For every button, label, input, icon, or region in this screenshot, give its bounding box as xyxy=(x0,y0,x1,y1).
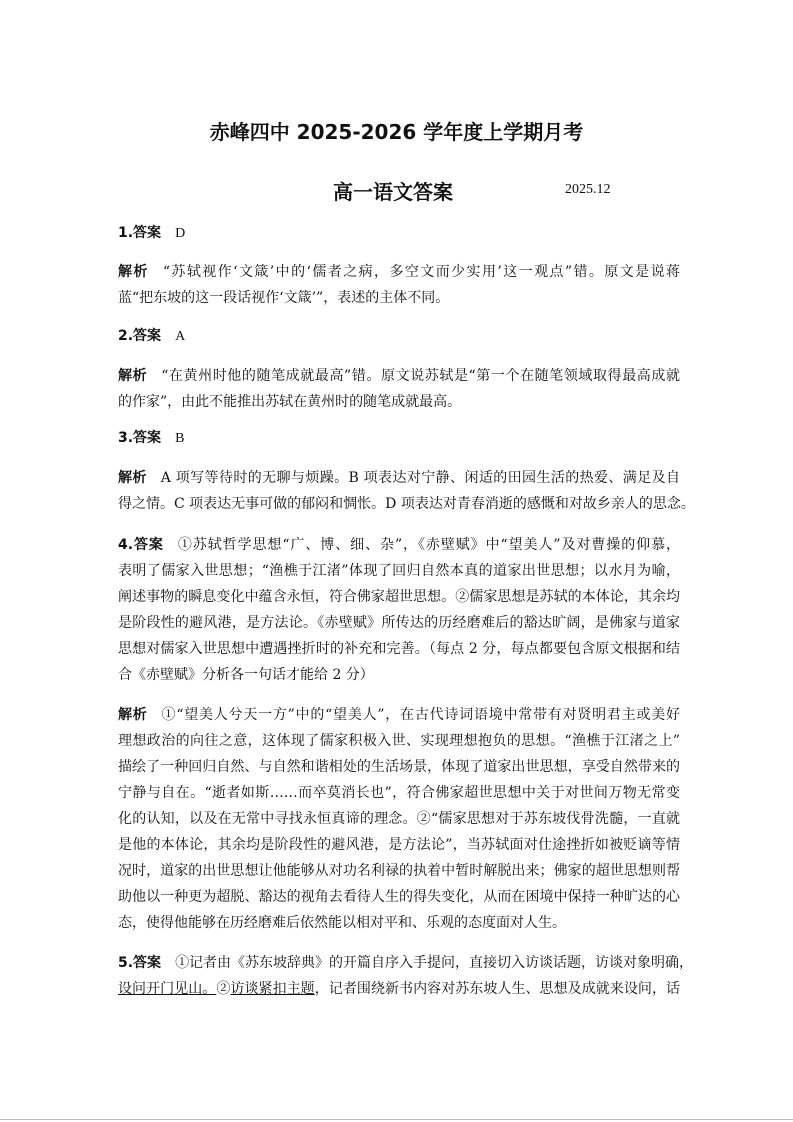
text-line xyxy=(118,858,680,884)
answer-label: 3.答案 xyxy=(118,430,162,446)
analysis-text: “苏轼视作‘文箴’中的‘儒者之病，多空文而少实用’这一观点”错。原文是说蒋 xyxy=(162,264,680,280)
document-title: 赤峰四中 2025-2026 学年度上学期月考 xyxy=(209,120,584,144)
answer-value: D xyxy=(175,226,186,241)
text-line xyxy=(118,610,680,636)
text-line xyxy=(118,323,680,349)
answer-block xyxy=(118,425,680,451)
analysis-text: 描绘了一种回归自然、与自然和谐相处的生活场景，体现了道家出世思想，享受自然带来的 xyxy=(118,759,680,775)
analysis-text: 化的认知，以及在无常中寻找永恒真谛的理念。②“儒家思想对于苏东坡伐骨洗髓，一直就 xyxy=(118,811,680,827)
text-line xyxy=(118,220,680,246)
analysis-text: 的作家”，由此不能推出苏轼在黄州时的随笔成就最高。 xyxy=(118,394,462,410)
analysis-label: 解析 xyxy=(118,264,149,280)
analysis-text: ①记者由《苏东坡辞典》的开篇自序入手提问，直接切入访谈话题，访谈对象明确， xyxy=(175,955,694,971)
text-line xyxy=(118,806,680,832)
analysis-block xyxy=(118,465,695,517)
analysis-text: 思想对儒家入世思想中遭遇挫折时的补充和完善。（每点 2 分，每点都要包含原文根据和结 xyxy=(118,641,680,657)
text-line xyxy=(118,363,680,389)
analysis-text: 蓝“把东坡的这一段话视作‘文箴’”，表述的主体不同。 xyxy=(118,290,450,306)
analysis-text: 是他的本体论，其余均是阶段性的避风港，是方法论”，当苏轼面对仕途挫折如被贬谪等情 xyxy=(118,837,680,853)
text-line xyxy=(118,259,680,285)
text-line xyxy=(118,910,680,936)
answer-label: 2.答案 xyxy=(118,328,162,344)
analysis-text: 助他以一种更为超脱、豁达的视角去看待人生的得失变化，从而在困境中保持一种旷达的心 xyxy=(118,889,680,905)
analysis-text: 得之情。C 项表达无事可做的郁闷和惆怅。D 项表达对青春消逝的感慨和对故乡亲人的思念。 xyxy=(118,496,695,512)
document-date: 2025.12 xyxy=(565,182,611,197)
text-line xyxy=(118,832,680,858)
analysis-text: 理想政治的向往之意，这体现了儒家积极入世、实现理想抱负的思想。“渔樵于江渚之上” xyxy=(118,733,680,749)
answer-value: A xyxy=(175,329,186,344)
text-line xyxy=(118,754,680,780)
text-line xyxy=(118,780,680,806)
analysis-block xyxy=(118,259,680,311)
analysis-label: 5.答案 xyxy=(118,955,162,971)
answer-label: 1.答案 xyxy=(118,225,162,241)
answer-text: ，记者围绕新书内容对苏东坡人生、思想及成就来设问，话 xyxy=(314,981,681,997)
text-line xyxy=(118,728,680,754)
analysis-text: 态，使得他能够在历经磨难后依然能以相对平和、乐观的态度面对人生。 xyxy=(118,915,566,931)
text-line xyxy=(118,389,680,415)
text-line xyxy=(118,636,680,662)
analysis-label: 解析 xyxy=(118,707,148,723)
analysis-text: 宁静与自在。“逝者如斯……而卒莫消长也”，符合佛家超世思想中关于对世间万物无常变 xyxy=(118,785,680,801)
answer-value: B xyxy=(175,431,185,446)
answer-block xyxy=(118,220,680,246)
text-line xyxy=(118,491,695,517)
analysis-label: 解析 xyxy=(118,470,147,486)
text-line xyxy=(118,584,680,610)
analysis-label: 解析 xyxy=(118,368,148,384)
analysis-text: ①苏轼哲学思想“广、博、细、杂”，《赤壁赋》中“望美人”及对曹操的仰慕， xyxy=(177,537,680,553)
text-line xyxy=(118,976,680,1002)
underlined-text: 设问开门见山。 xyxy=(118,981,217,997)
text-line xyxy=(118,950,694,976)
analysis-text: ①“望美人兮天一方”中的“望美人”，在古代诗词语境中常带有对贤明君主或美好 xyxy=(161,707,680,723)
analysis-text: 是阶段性的避风港，是方法论。《赤壁赋》所传达的历经磨难后的豁达旷阔，是佛家与道家 xyxy=(118,615,680,631)
text-line xyxy=(118,702,680,728)
answer-block xyxy=(118,323,680,349)
analysis-text: 表明了儒家入世思想；“渔樵于江渚”体现了回归自然本真的道家出世思想；以水月为喻， xyxy=(118,563,680,579)
text-line xyxy=(118,465,680,491)
analysis-block xyxy=(118,702,680,936)
analysis-text: A 项写等待时的无聊与烦躁。B 项表达对宁静、闲适的田园生活的热爱、满足及自 xyxy=(160,470,681,486)
text-line xyxy=(118,558,680,584)
text-line xyxy=(118,285,680,311)
page-bottom-divider xyxy=(0,1119,793,1120)
text-line xyxy=(118,425,680,451)
analysis-text: 合《赤壁赋》分析各一句话才能给 2 分） xyxy=(118,667,374,683)
text-line xyxy=(118,662,680,688)
analysis-text: 阐述事物的瞬息变化中蕴含永恒，符合佛家超世思想。②儒家思想是苏轼的本体论，其余均 xyxy=(118,589,680,605)
document-subtitle: 高一语文答案 xyxy=(333,180,453,204)
text-line xyxy=(118,532,680,558)
analysis-block xyxy=(118,363,680,415)
answer-text: ② xyxy=(216,981,231,997)
analysis-label: 4.答案 xyxy=(118,537,164,553)
analysis-text: 况时，道家的出世思想让他能够从对功名利禄的执着中暂时解脱出来；佛家的超世思想则帮 xyxy=(118,863,680,879)
text-line xyxy=(118,884,680,910)
underlined-text: 访谈紧扣主题 xyxy=(230,981,315,997)
analysis-text: “在黄州时他的随笔成就最高”错。原文说苏轼是“第一个在随笔领域取得最高成就 xyxy=(161,368,680,384)
analysis-block xyxy=(118,532,680,688)
analysis-block xyxy=(118,950,694,1002)
